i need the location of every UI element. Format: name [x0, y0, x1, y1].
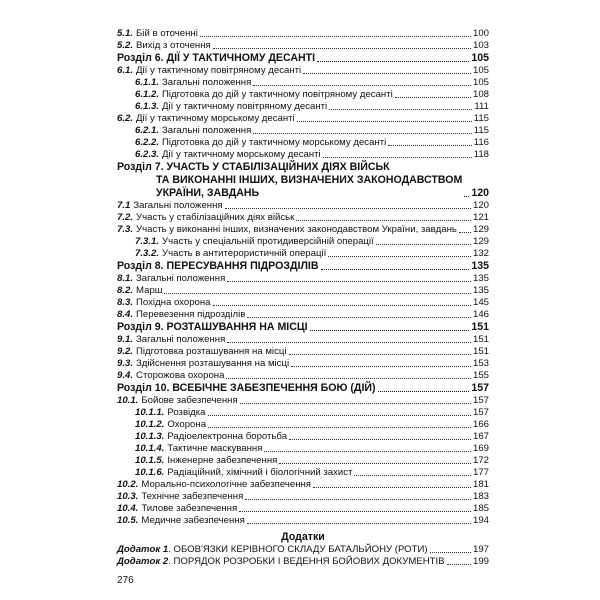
appendix-row: [117, 556, 489, 568]
toc-title: Медичне забезпечення: [141, 515, 245, 526]
toc-title: Дії у тактичному морському десанті: [136, 113, 295, 124]
toc-page: 166: [472, 419, 489, 430]
toc-row: [117, 101, 489, 113]
toc-number: 6.1.1.: [135, 77, 160, 88]
toc-page: 145: [472, 297, 489, 308]
toc-number: 7.3.: [117, 224, 134, 235]
toc-number: 6.1.3.: [135, 101, 160, 112]
toc-title: Охорона: [167, 419, 207, 430]
toc-title: Розділ 10. ВСЕБІЧНЕ ЗАБЕЗПЕЧЕННЯ БОЮ (ДІЙ): [117, 382, 376, 394]
toc-page: 135: [472, 273, 489, 284]
toc-row: [117, 479, 489, 491]
toc-title: Технічне забезпечення: [141, 491, 244, 502]
leader-dots: [329, 109, 472, 110]
toc-row: [117, 224, 489, 236]
toc-row: [117, 248, 489, 260]
section-7-title: [117, 161, 462, 200]
appendix-title: . ПОРЯДОК РОЗРОБКИ І ВЕДЕННЯ БОЙОВИХ ДОКУМЕНТІВ: [168, 556, 445, 567]
leader-dots: [328, 256, 471, 257]
toc-number: 8.3.: [117, 297, 134, 308]
toc-title: Участь у виконанні інших, визначених законодавством України, завдань: [136, 224, 457, 235]
toc-section-7: [117, 161, 489, 200]
toc-part-2: [117, 200, 489, 527]
toc-title: Бойове забезпечення: [141, 395, 238, 406]
toc-row: [117, 395, 489, 407]
leader-dots: [226, 378, 471, 379]
section-7-line-1: Розділ 7. УЧАСТЬ У СТАБІЛІЗАЦІЙНИХ ДІЯХ ВІЙСЬК: [117, 161, 390, 173]
section-7-page: 120: [471, 187, 489, 199]
toc-title: Розділ 6. ДІЇ У ТАКТИЧНОМУ ДЕСАНТІ: [117, 52, 316, 64]
toc-number: 10.1.: [117, 395, 139, 406]
toc-number: 10.1.2.: [135, 419, 165, 430]
leader-dots: [253, 85, 471, 86]
toc-title: Підготовка до дій у тактичному морському десанті: [162, 137, 387, 148]
leader-dots: [388, 145, 471, 146]
toc-number: 6.2.3.: [135, 149, 160, 160]
toc-row: [117, 491, 489, 503]
toc-row: [117, 236, 489, 248]
toc-page: 181: [472, 479, 489, 490]
toc-row: [117, 40, 489, 52]
toc-section-row: [117, 260, 489, 273]
toc-row: [117, 455, 489, 467]
leader-dots: [213, 48, 471, 49]
toc-page: 157: [472, 407, 489, 418]
toc-number: 7.2.: [117, 212, 134, 223]
toc-title: Перевезення підрозділів: [136, 309, 246, 320]
toc-page: 120: [472, 200, 489, 211]
toc-title: Сторожова охорона: [136, 370, 225, 381]
toc-number: 9.3.: [117, 358, 134, 369]
toc-row: [117, 113, 489, 125]
toc-page: 118: [473, 149, 489, 160]
toc-page: 129: [472, 224, 489, 235]
toc-title: Загальні положення: [162, 125, 252, 136]
toc-title: Підготовка до дій у тактичному повітряному десанті: [162, 89, 393, 100]
leader-dots: [164, 293, 471, 294]
toc-number: 6.2.: [117, 113, 134, 124]
toc-title: Загальні положення: [162, 77, 252, 88]
leader-dots: [208, 427, 471, 428]
toc-number: 6.1.2.: [135, 89, 160, 100]
toc-row: [117, 77, 489, 89]
toc-title: Радіаційний, хімічний і біологічний захист: [167, 467, 353, 478]
toc-title: Дії у тактичному повітряному десанті: [162, 101, 328, 112]
toc-number: 6.1.: [117, 65, 134, 76]
toc-page: 103: [472, 40, 489, 51]
leader-dots: [395, 97, 471, 98]
leader-dots: [200, 36, 471, 37]
toc-row: [117, 358, 489, 370]
appendix-number: Додаток 2: [117, 556, 169, 567]
toc-row: [117, 503, 489, 515]
leader-dots: [321, 269, 470, 270]
toc-page: 108: [472, 89, 489, 100]
toc-number: 10.4.: [117, 503, 139, 514]
toc-title: Підготовка розташування на місці: [136, 346, 287, 357]
toc-row: [117, 515, 489, 527]
leader-dots: [313, 487, 471, 488]
toc-page: 167: [472, 431, 489, 442]
leader-dots: [225, 208, 471, 209]
toc-page: 132: [472, 248, 489, 259]
toc-title: Участь у спеціальній протидиверсійній операції: [162, 236, 374, 247]
appendix-list: [117, 544, 489, 568]
toc-row: [117, 89, 489, 101]
toc-row: [117, 431, 489, 443]
toc-page: 185: [472, 503, 489, 514]
toc-page: 115: [473, 113, 489, 124]
leader-dots: [447, 564, 471, 565]
appendix-page: 199: [472, 556, 489, 567]
toc-number: 10.1.4.: [135, 443, 165, 454]
toc-row: [117, 443, 489, 455]
toc-page: 146: [472, 309, 489, 320]
toc-page: 111: [474, 101, 489, 112]
section-7-line-2: ТА ВИКОНАННІ ІНШИХ, ВИЗНАЧЕНИХ ЗАКОНОДАВСТВОМ: [156, 174, 463, 186]
appendix-heading: Додатки: [281, 531, 325, 543]
toc-number: 6.2.2.: [135, 137, 160, 148]
toc-section-row: [117, 52, 489, 65]
toc-row: [117, 467, 489, 479]
toc-title: Розвідка: [167, 407, 206, 418]
toc-page: 135: [471, 260, 489, 272]
toc-title: Вихід з оточення: [136, 40, 211, 51]
toc-page: 157: [472, 395, 489, 406]
toc-row: [117, 65, 489, 77]
leader-dots: [296, 220, 471, 221]
section-7-line-3: УКРАЇНИ, ЗАВДАНЬ: [156, 187, 260, 199]
toc-page: 116: [473, 137, 489, 148]
toc-number: 10.3.: [117, 491, 139, 502]
toc-title: Похідна охорона: [136, 297, 211, 308]
leader-dots: [239, 511, 471, 512]
leader-dots: [297, 121, 472, 122]
toc-title: Загальні положення: [136, 334, 226, 345]
toc-row: [117, 273, 489, 285]
toc-title: Тилове забезпечення: [141, 503, 238, 514]
toc-row: [117, 309, 489, 321]
toc-page: 151: [472, 334, 489, 345]
toc-number: 9.2.: [117, 346, 134, 357]
toc-number: 9.4.: [117, 370, 134, 381]
toc-page: 172: [472, 455, 489, 466]
toc-page: 177: [472, 467, 489, 478]
toc-section-row: [117, 382, 489, 395]
leader-dots: [264, 451, 471, 452]
toc-page: 105: [471, 52, 489, 64]
toc-page: 105: [472, 77, 489, 88]
leader-dots: [253, 133, 471, 134]
toc-row: [117, 419, 489, 431]
toc-number: 6.2.1.: [135, 125, 160, 136]
toc-number: 7.3.2.: [135, 248, 160, 259]
toc-row: [117, 297, 489, 309]
toc-title: Радіоелектронна боротьба: [167, 431, 288, 442]
leader-dots: [240, 403, 471, 404]
toc-number: 5.2.: [117, 40, 134, 51]
toc-page: 194: [472, 515, 489, 526]
toc-row: [117, 125, 489, 137]
toc-section-row: [117, 321, 489, 334]
toc-title: Бій в оточенні: [136, 28, 198, 39]
leader-dots: [459, 232, 471, 233]
toc-title: Загальні положення: [136, 273, 226, 284]
appendix-page: 197: [472, 544, 489, 555]
table-of-contents: [117, 28, 489, 568]
toc-row: [117, 346, 489, 358]
appendix-title: . ОБОВ'ЯЗКИ КЕРІВНОГО СКЛАДУ БАТАЛЬЙОНУ (РОТИ): [168, 544, 428, 555]
leader-dots: [289, 354, 471, 355]
leader-dots: [323, 157, 472, 158]
toc-page: 121: [472, 212, 489, 223]
page-number: 276: [117, 575, 134, 586]
toc-number: 7.3.1.: [135, 236, 160, 247]
toc-title: Здійснення розташування на місці: [136, 358, 290, 369]
toc-number: 10.1.5.: [135, 455, 165, 466]
toc-title: Дії у тактичному морському десанті: [162, 149, 321, 160]
leader-dots: [279, 463, 471, 464]
leader-dots: [208, 415, 471, 416]
leader-dots: [376, 244, 471, 245]
toc-number: 10.1.6.: [135, 467, 165, 478]
toc-page: 135: [472, 285, 489, 296]
leader-dots: [289, 439, 471, 440]
toc-title: Загальні положення: [133, 200, 223, 211]
toc-page: 129: [472, 236, 489, 247]
toc-number: 7.1: [117, 200, 131, 211]
leader-dots: [317, 61, 469, 62]
toc-number: 10.5.: [117, 515, 139, 526]
toc-page: 115: [473, 125, 489, 136]
toc-page: 151: [472, 346, 489, 357]
toc-page: 105: [472, 65, 489, 76]
toc-page: 155: [472, 370, 489, 381]
leader-dots: [247, 317, 471, 318]
toc-title: Марш: [136, 285, 163, 296]
leader-dots: [227, 281, 471, 282]
toc-title: Інженерне забезпечення: [167, 455, 278, 466]
toc-number: 10.1.3.: [135, 431, 165, 442]
toc-row: [117, 137, 489, 149]
toc-title: Розділ 8. ПЕРЕСУВАННЯ ПІДРОЗДІЛІВ: [117, 260, 319, 272]
leader-dots: [247, 523, 471, 524]
leader-dots: [354, 475, 471, 476]
toc-title: Участь у стабілізаційних діях військ: [136, 212, 295, 223]
leader-dots: [430, 552, 471, 553]
toc-row: [117, 149, 489, 161]
toc-title: Розділ 9. РОЗТАШУВАННЯ НА МІСЦІ: [117, 321, 308, 333]
leader-dots: [291, 366, 471, 367]
toc-number: 9.1.: [117, 334, 134, 345]
toc-number: 5.1.: [117, 28, 134, 39]
toc-row: [117, 285, 489, 297]
toc-number: 8.2.: [117, 285, 134, 296]
toc-number: 8.4.: [117, 309, 134, 320]
toc-row: [117, 212, 489, 224]
appendix-row: [117, 544, 489, 556]
toc-page: 157: [471, 382, 489, 394]
leader-dots: [310, 330, 470, 331]
toc-row: [117, 200, 489, 212]
toc-title: Участь в антитерористичній операції: [162, 248, 327, 259]
toc-part-1: [117, 28, 489, 161]
leader-dots: [245, 499, 471, 500]
leader-dots: [378, 391, 470, 392]
toc-page: 100: [472, 28, 489, 39]
toc-row: [117, 370, 489, 382]
toc-page: 169: [472, 443, 489, 454]
leader-dots: [213, 305, 471, 306]
appendix-number: Додаток 1: [117, 544, 169, 555]
toc-number: 8.1.: [117, 273, 134, 284]
toc-page: 183: [472, 491, 489, 502]
toc-row: [117, 28, 489, 40]
leader-dots: [303, 73, 471, 74]
toc-title: Морально-психологічне забезпечення: [141, 479, 311, 490]
leader-dots: [227, 342, 471, 343]
toc-number: 10.1.1.: [135, 407, 165, 418]
toc-page: 151: [471, 321, 489, 333]
toc-row: [117, 407, 489, 419]
toc-title: Тактичне маскування: [167, 443, 263, 454]
leader-dots: [464, 196, 469, 197]
toc-page: 153: [472, 358, 489, 369]
toc-number: 10.2.: [117, 479, 139, 490]
toc-title: Дії у тактичному повітряному десанті: [136, 65, 302, 76]
toc-row: [117, 334, 489, 346]
